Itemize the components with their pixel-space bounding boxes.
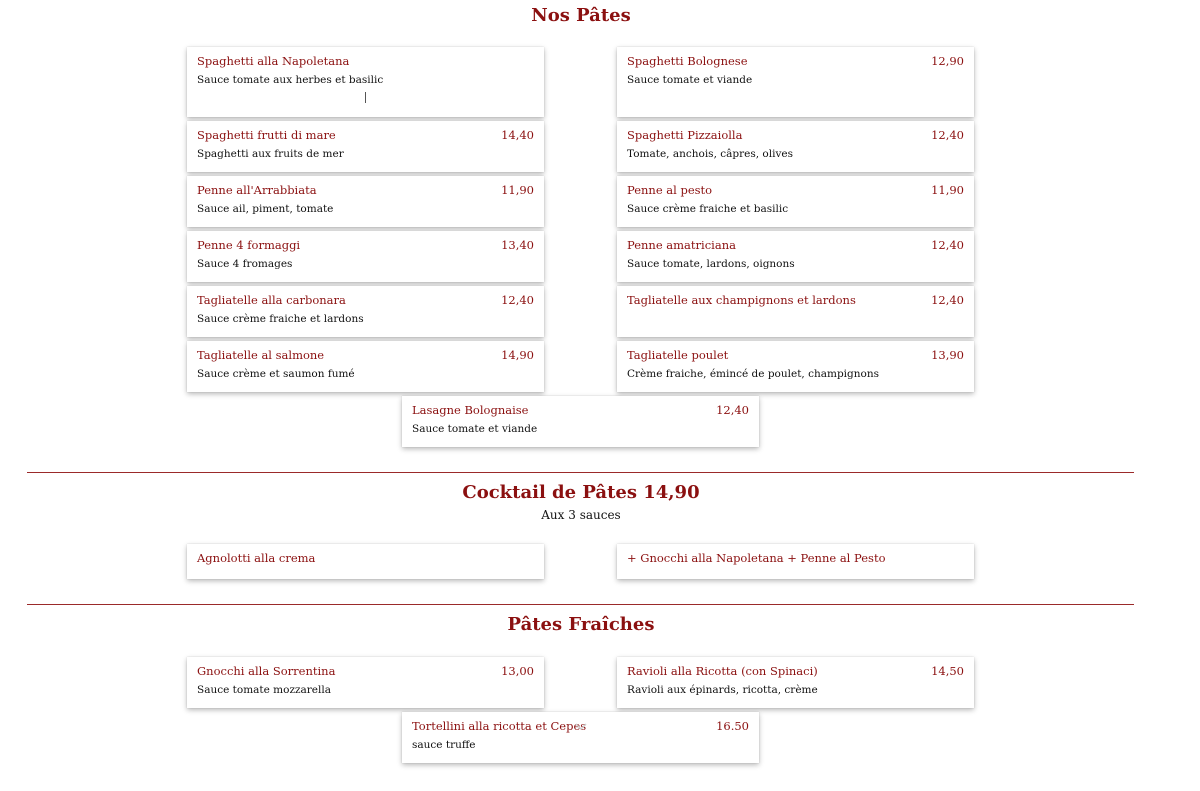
text-cursor: [365, 92, 366, 103]
item-name: Tagliatelle alla carbonara: [197, 293, 346, 307]
section-title-nos-pates: Nos Pâtes: [531, 5, 631, 26]
section-title-cocktail: Cocktail de Pâtes 14,90: [462, 482, 700, 503]
item-description: Sauce crème fraiche et lardons: [197, 313, 364, 325]
item-name: Ravioli alla Ricotta (con Spinaci): [627, 664, 818, 678]
menu-item-card[interactable]: [187, 341, 544, 392]
item-name: Spaghetti Bolognese: [627, 54, 748, 68]
item-description: Sauce tomate mozzarella: [197, 684, 331, 696]
item-name: Gnocchi alla Sorrentina: [197, 664, 336, 678]
menu-item-card[interactable]: [187, 231, 544, 282]
item-name: Tortellini alla ricotta et Cepes: [412, 719, 587, 733]
item-name: Penne 4 formaggi: [197, 238, 301, 252]
item-description: Sauce 4 fromages: [197, 258, 293, 270]
item-description: Sauce crème fraiche et basilic: [627, 203, 789, 215]
menu-item-card[interactable]: [187, 47, 544, 117]
menu-item-card[interactable]: [617, 341, 974, 392]
menu-item-card[interactable]: [187, 544, 544, 579]
item-name: Tagliatelle poulet: [627, 348, 729, 362]
item-name: Tagliatelle al salmone: [197, 348, 325, 362]
item-price: 14,40: [501, 128, 534, 142]
item-price: 16.50: [716, 719, 749, 733]
item-price: 13,00: [501, 664, 534, 678]
menu-item-card[interactable]: [187, 121, 544, 172]
item-name: Lasagne Bolognaise: [412, 403, 529, 417]
item-description: Sauce tomate et viande: [412, 423, 538, 435]
item-price: 12,40: [501, 293, 534, 307]
item-price: 12,40: [931, 238, 964, 252]
item-description: Sauce ail, piment, tomate: [197, 203, 334, 215]
item-description: Sauce tomate aux herbes et basilic: [197, 74, 384, 86]
item-description: Crème fraiche, émincé de poulet, champignons: [627, 368, 879, 380]
menu-item-card[interactable]: [617, 47, 974, 117]
item-price: 13,40: [501, 238, 534, 252]
menu-item-card[interactable]: [402, 396, 759, 447]
item-description: Tomate, anchois, câpres, olives: [627, 148, 793, 160]
item-description: Ravioli aux épinards, ricotta, crème: [627, 684, 818, 696]
section-subtitle: Aux 3 sauces: [541, 508, 621, 522]
item-price: 14,90: [501, 348, 534, 362]
item-name: + Gnocchi alla Napoletana + Penne al Pesto: [627, 551, 886, 565]
menu-item-card[interactable]: [617, 286, 974, 337]
item-name: Penne al pesto: [627, 183, 713, 197]
menu-item-card[interactable]: [187, 286, 544, 337]
chevron-down-icon[interactable]: [574, 720, 588, 734]
section-divider: [27, 472, 1134, 473]
item-description: Sauce tomate et viande: [627, 74, 753, 86]
item-price: 12,90: [931, 54, 964, 68]
section-title-pates-fraiches: Pâtes Fraîches: [507, 614, 655, 635]
item-description: Sauce crème et saumon fumé: [197, 368, 355, 380]
item-name: Agnolotti alla crema: [197, 551, 316, 565]
menu-item-card[interactable]: [617, 231, 974, 282]
item-name: Spaghetti alla Napoletana: [197, 54, 350, 68]
item-price: 12,40: [931, 293, 964, 307]
menu-item-card[interactable]: [617, 176, 974, 227]
menu-item-card[interactable]: [617, 544, 974, 579]
menu-item-card[interactable]: [617, 121, 974, 172]
item-name: Spaghetti Pizzaiolla: [627, 128, 743, 142]
menu-item-card[interactable]: [617, 657, 974, 708]
item-name: Spaghetti frutti di mare: [197, 128, 336, 142]
item-name: Penne all'Arrabbiata: [197, 183, 317, 197]
item-price: 11,90: [501, 183, 534, 197]
item-name: Penne amatriciana: [627, 238, 736, 252]
item-price: 12,40: [716, 403, 749, 417]
menu-item-card[interactable]: [187, 657, 544, 708]
item-description: Spaghetti aux fruits de mer: [197, 148, 344, 160]
section-divider: [27, 604, 1134, 605]
item-price: 14,50: [931, 664, 964, 678]
item-name: Tagliatelle aux champignons et lardons: [627, 293, 856, 307]
item-description: Sauce tomate, lardons, oignons: [627, 258, 795, 270]
menu-item-card[interactable]: [187, 176, 544, 227]
item-price: 11,90: [931, 183, 964, 197]
item-price: 13,90: [931, 348, 964, 362]
item-price: 12,40: [931, 128, 964, 142]
item-description: sauce truffe: [412, 739, 476, 751]
